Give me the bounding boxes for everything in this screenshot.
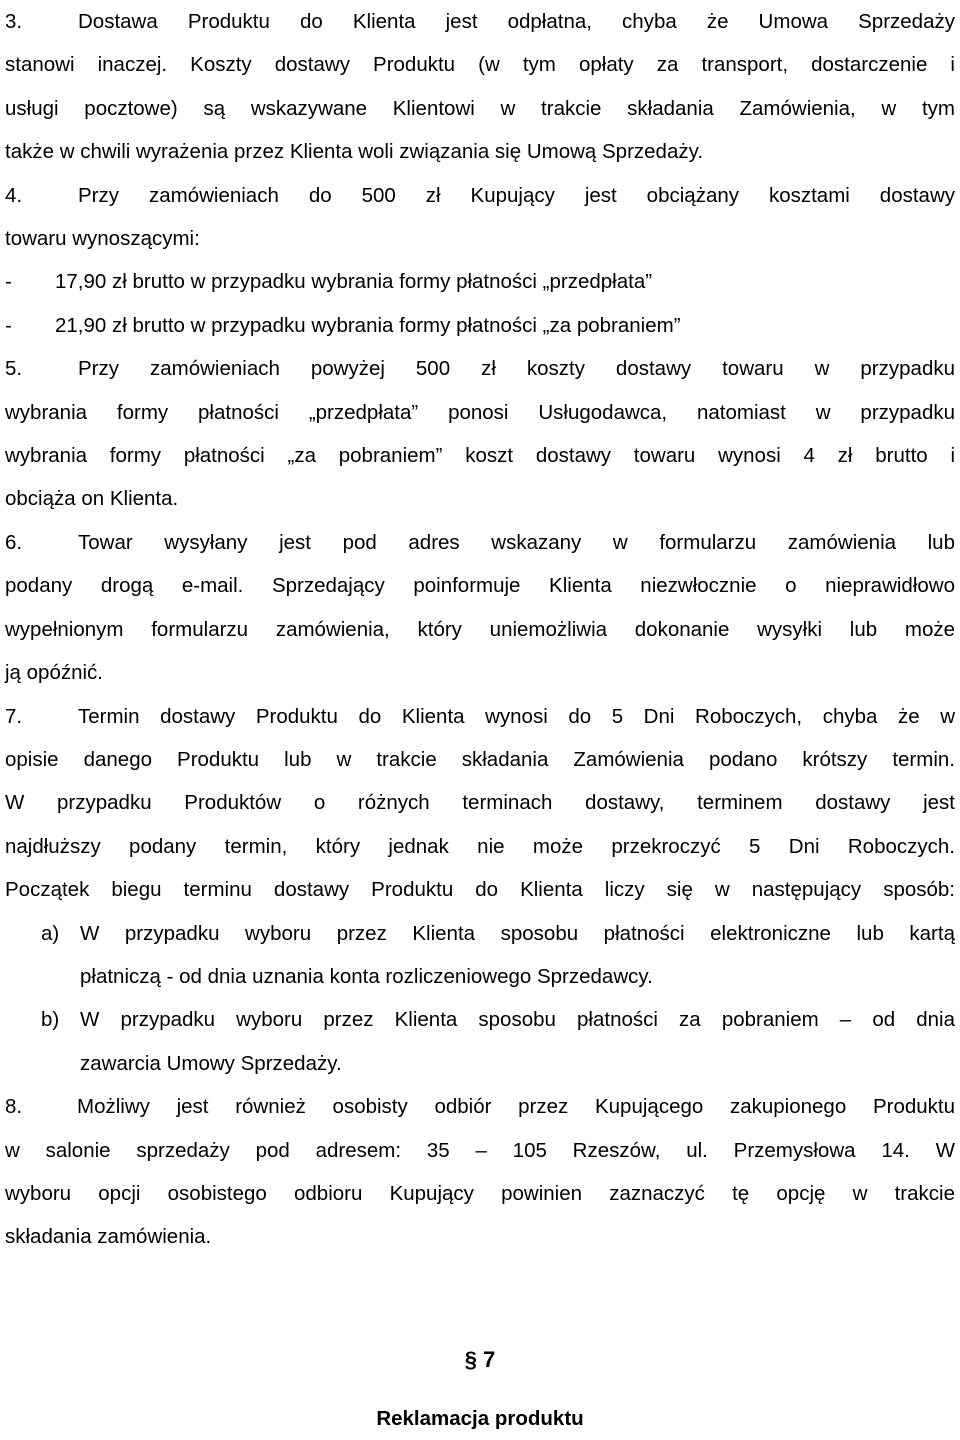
paragraph-8-line: składania zamówienia. [5,1225,212,1249]
paragraph-number: 8. [5,1095,23,1119]
sub-item-label: a) [41,921,60,945]
paragraph-5-line: obciąża on Klienta. [5,487,179,511]
paragraph-5-line: wybrania formy płatności „za pobraniem” koszt dostawy towaru wynosi 4 zł brutto i [5,444,955,468]
sub-item-line: zawarcia Umowy Sprzedaży. [80,1051,342,1075]
dash-marker: - [5,313,12,337]
paragraph-8-line: 8. Możliwy jest również osobisty odbiór przez Kupującego zakupionego Produktu [5,1085,955,1128]
document-body [5,0,955,1430]
paragraph-3-line: 3. Dostawa Produktu do Klienta jest odpłatna, chyba że Umowa Sprzedaży [5,0,955,43]
paragraph-6-line: wypełnionym formularzu zamówienia, który uniemożliwia dokonanie wysyłki lub może [5,617,955,641]
paragraph-3-line: stanowi inaczej. Koszty dostawy Produktu (w tym opłaty za transport, dostarczenie i [5,53,955,77]
paragraph-4-line: towaru wynoszącymi: [5,227,200,251]
paragraph-number: 3. [5,10,23,33]
paragraph-3-line: także w chwili wyrażenia przez Klienta woli związania się Umową Sprzedaży. [5,140,704,164]
sub-item-a [5,912,955,999]
paragraph-3-line: usługi pocztowe) są wskazywane Klientowi w trakcie składania Zamówienia, w tym [5,96,955,120]
paragraph-number: 7. [5,704,23,728]
paragraph-6-line: podany drogą e-mail. Sprzedający poinformuje Klienta niezwłocznie o nieprawidłowo [5,574,955,598]
paragraph-4-line: 4. Przy zamówieniach do 500 zł Kupujący jest obciążany kosztami dostawy [5,174,955,217]
paragraph-7-line: Początek biegu terminu dostawy Produktu do Klienta liczy się w następujący sposób: [5,878,955,902]
sub-item-line: płatniczą - od dnia uznania konta rozliczeniowego Sprzedawcy. [80,964,653,988]
paragraph-5-line: wybrania formy płatności „przedpłata” ponosi Usługodawca, natomiast w przypadku [5,400,955,424]
dash-item: - 21,90 zł brutto w przypadku wybrania formy płatności „za pobraniem” [5,304,955,347]
paragraph-5-line: 5. Przy zamówieniach powyżej 500 zł koszty dostawy towaru w przypadku [5,347,955,390]
paragraph-8-line: wyboru opcji osobistego odbioru Kupujący powinien zaznaczyć tę opcję w trakcie [5,1181,955,1205]
section-number: § 7 [464,1347,496,1372]
paragraph-number: 4. [5,183,23,207]
section-title: Reklamacja produktu [376,1407,584,1430]
paragraph-7-line: najdłuższy podany termin, który jednak nie może przekroczyć 5 Dni Roboczych. [5,834,955,858]
sub-item-line: W przypadku wyboru przez Klienta sposobu płatności za pobraniem – od dnia [80,1008,955,1032]
paragraph-7-line: 7. Termin dostawy Produktu do Klienta wynosi do 5 Dni Roboczych, chyba że w [5,695,955,738]
paragraph-number: 5. [5,357,23,381]
paragraph-number: 6. [5,530,23,554]
paragraph-7-line: W przypadku Produktów o różnych terminach dostawy, terminem dostawy jest [5,791,955,815]
paragraph-7-line: opisie danego Produktu lub w trakcie składania Zamówienia podano krótszy termin. [5,747,955,771]
dash-item: - 17,90 zł brutto w przypadku wybrania formy płatności „przedpłata” [5,260,955,303]
sub-item-line: W przypadku wyboru przez Klienta sposobu płatności elektroniczne lub kartą [80,921,955,945]
dash-marker: - [5,270,12,294]
paragraph-6-line: 6. Towar wysyłany jest pod adres wskazany w formularzu zamówienia lub [5,521,955,564]
sub-item-label: b) [41,1008,60,1032]
paragraph-8-line: w salonie sprzedaży pod adresem: 35 – 105 Rzeszów, ul. Przemysłowa 14. W [5,1138,955,1162]
paragraph-6-line: ją opóźnić. [5,661,104,685]
sub-item-b [5,998,955,1085]
